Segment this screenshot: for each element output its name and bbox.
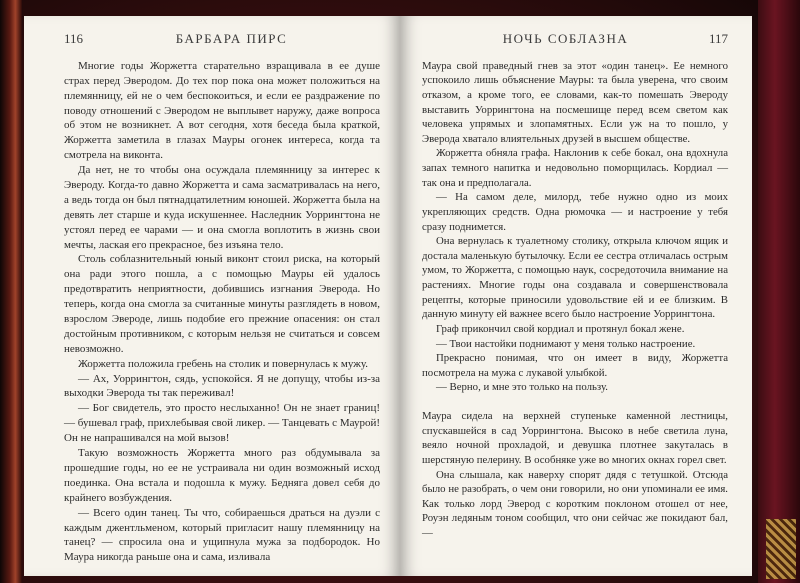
paragraph: Прекрасно понимая, что он имеет в виду, Жоржетта посмотрела на мужа с лукавой улыбкой. — [422, 352, 728, 379]
paragraph: Граф прикончил свой кордиал и протянул бокал жене. — [436, 322, 685, 335]
paragraph: — Ах, Уоррингтон, сядь, успокойся. Я не допущу, чтобы из-за выходки Эверода ты так переживал! — [64, 372, 380, 400]
paragraph: Столь соблазнительный юный виконт стоил риска, на который она ради этого пошла, а с помощью Мауры ей удалось предотвратить неприятности, добившись изгнания Эверода. Но теперь, когда она смогла за считанные минуты разглядеть в новом, взрослом Эвероде, лишь подобие его прежние опасения: он стал достойным противником, с которым нельзя не считаться и совсем невозможно. — [64, 253, 380, 355]
paragraph: Она вернулась к туалетному столику, открыла ключом ящик и достала маленькую бутылочку. Если ее сестра отличалась острым умом, то Жоржетта, с помощью наук, сосредоточила внимание на растениях. Многие годы она создавала и совершенствовала рецепты, которые приносили удовольствие ей и ее близким. В данную минуту ей важнее всего было настроение Уоррингтона. — [422, 235, 728, 321]
gold-ornament — [766, 519, 796, 579]
cover-left-edge — [0, 0, 22, 583]
paragraph: Такую возможность Жоржетта много раз обдумывала за прошедшие годы, но ее не устраивала ни один возможный исход поединка. Она встала и подошла к мужу. Бедняга довел себя до крайнего возбуждения. — [64, 447, 380, 504]
paragraph: — Бог свидетель, это просто неслыханно! Он не знает границ! — бушевал граф, прихлебывая свой ликер. — Танцевать с Маурой! Он не напрашивался на мой вызов! — [64, 402, 380, 445]
left-running-head — [64, 32, 380, 47]
right-title-header: НОЧЬ СОБЛАЗНА — [502, 31, 629, 46]
paragraph: — На самом деле, милорд, тебе нужно одно из моих укрепляющих средств. Одна рюмочка — и настроение у тебя сразу поднимется. — [422, 191, 728, 233]
cover-right-edge — [758, 0, 800, 583]
paragraph: Многие годы Жоржетта старательно взращивала в ее душе страх перед Эверодом. До тех пор пока она может положиться на племянницу, ей не о чем беспокоиться, и если ее раздражение по поводу отношений с Эверодом не выплывет наружу, даже вопроса об этом не возникнет. А вот сегодня, хотя беседа была краткой, Жоржетта заметила в глазах Мауры огонек интереса, когда та смотрела на виконта. — [64, 59, 380, 162]
left-page-number: 116 — [64, 31, 84, 46]
paragraph: — Верно, и мне это только на пользу. — [436, 381, 608, 394]
right-page-number: 117 — [708, 31, 728, 46]
right-running-head — [422, 32, 728, 47]
left-page — [24, 16, 400, 576]
left-author-header: БАРБАРА ПИРС — [175, 31, 288, 46]
paragraph: Жоржетта положила гребень на столик и повернулась к мужу. — [78, 357, 368, 370]
paragraph: — Всего один танец. Ты что, собираешься драться на дуэли с каждым джентльменом, который пригласит нашу племянницу на танец? — спросила она и ущипнула мужа за подбородок. Но Маура никогда раньше она и сама, изливала — [64, 506, 380, 564]
scene-break — [422, 395, 728, 409]
paragraph: Маура свой праведный гнев за этот «один танец». Ее немного успокоило лишь объяснение Мауры: та была уверена, что своим отказом, а кроме того, ее словами, как-то помешать Эвероду выставить Уоррингтона на посмешище перед всем светом как человека упрямых и злопамятных. Если уж на то пошло, у Эверода хватало влиятельных друзей в высшем обществе. — [422, 59, 728, 145]
paragraph: — Твои настойки поднимают у меня только настроение. — [436, 337, 696, 350]
paragraph: Она слышала, как наверху спорят дядя с тетушкой. Отсюда было не разобрать, о чем они говорили, но они упоминали ее имя. Как только лорд Эверод с коротким поклоном отошел от нее, Роуэн ледяным тоном сообщил, что они сейчас же покидают бал, — — [422, 468, 728, 539]
paragraph: Жоржетта обняла графа. Наклонив к себе бокал, она вдохнула запах темного напитка и недовольно поморщилась. Кордиал — так она и предполагала. — [422, 147, 728, 189]
right-page — [400, 16, 752, 576]
paragraph: Маура сидела на верхней ступеньке каменной лестницы, спускавшейся в сад Уоррингтона. Высоко в небе светила луна, веяло ночной прохладой, и девушка плотнее закуталась в шерстяную пелерину. В особняке уже во многих окнах горел свет. — [422, 410, 728, 466]
paragraph: Да нет, не то чтобы она осуждала племянницу за интерес к Эвероду. Когда-то давно Жоржетта и сама засматривалась на него, а ведь тогда он был пятнадцатилетним юношей. Жоржетта была на девять лет старше и куда искушеннее. Наследник Уоррингтона не устоял перед ее чарами — и она смогла воплотить в жизнь свои мечты, лаская его прекрасное, без изъяна тело. — [64, 164, 380, 251]
